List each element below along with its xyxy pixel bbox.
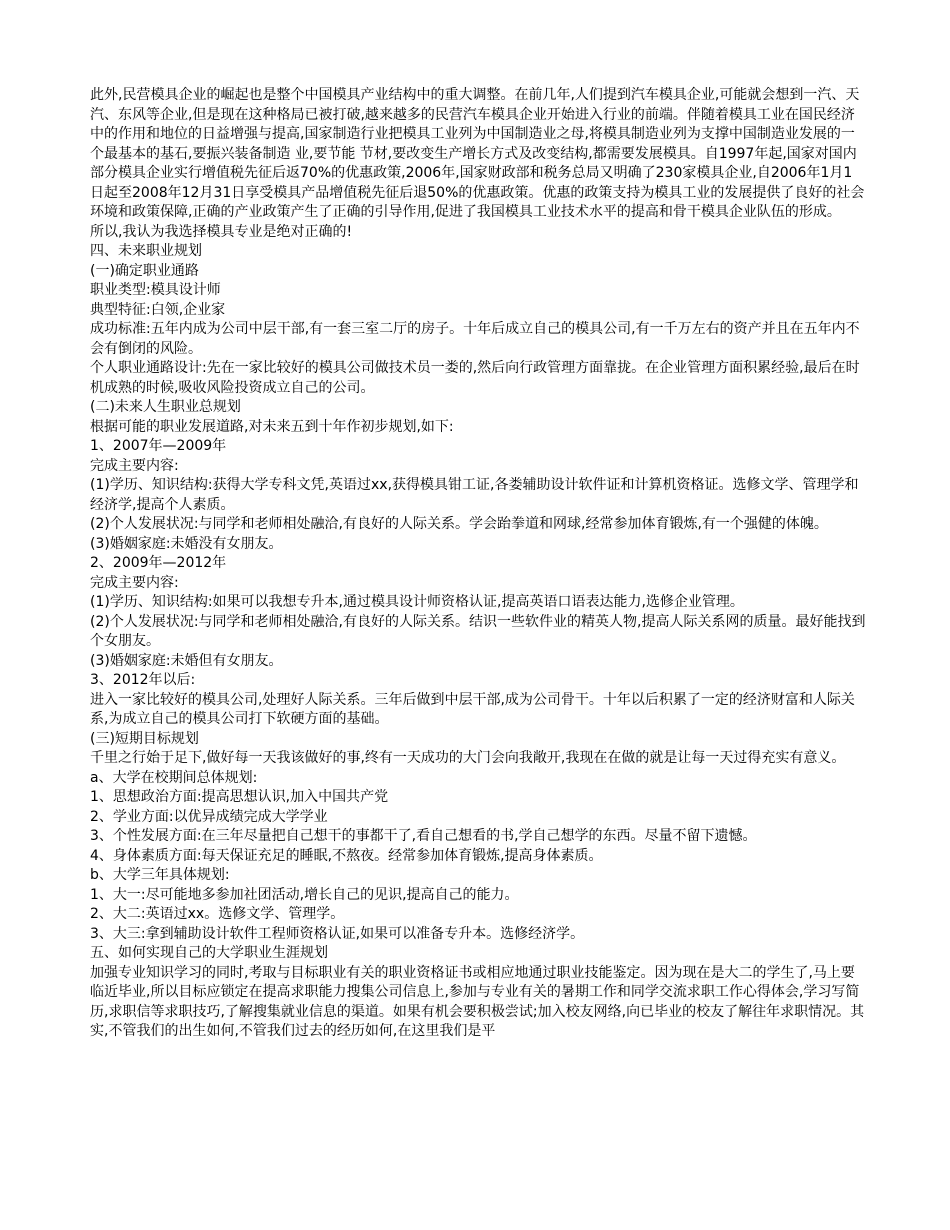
- period-heading-2009-2012: 2、2009年—2012年: [90, 555, 227, 571]
- period-heading-after-2012: 3、2012年以后:: [90, 672, 196, 688]
- list-item-year-three: 3、大三:拿到辅助设计软件工程师资格认证,如果可以准备专升本。选修经济学。: [90, 925, 585, 942]
- paragraph-main-content-label: 完成主要内容:: [90, 457, 179, 474]
- list-item-development-2009: (2)个人发展状况:与同学和老师相处融洽,有良好的人际关系。结识一些软件业的精英人物,提高人际关系网的质量。最好能找到个女朋友。: [90, 613, 866, 649]
- paragraph-career-type: 职业类型:模具设计师: [90, 282, 221, 298]
- subsection-heading-short-term: (三)短期目标规划: [90, 730, 199, 747]
- paragraph-private-mold-enterprises: 此外,民营模具企业的崛起也是整个中国模具产业结构中的重大调整。在前几年,人们提到汽车模具企业,可能就会想到一汽、天汽、东风等企业,但是现在这种格局已被打破,越来越多的民营汽车模具企业开始进入行业的前端。伴随着模具工业在国民经济中的作用和地位的日益增强与提高,国家制造行业把模具工业列为中国制造业之母,将模具制造业列为支撑中国制造业发展的一个最基本的基石,要振兴装备制造 业,要节能 节材,要改变生产增长方式及改变结构,都需要发展模具。自1997年起,国家对国内部分模具企业实行增值税先征后返70%的优惠政策,2006年,国家财政部和税务总局又明确了230家模具企业,自2006年1月1日起至2008年12月31日享受模具产品增值税先征后退50%的优惠政策。优惠的政策支持为模具工业的发展提供了良好的社会环境和政策保障,正确的产业政策产生了正确的引导作用,促进了我国模具工业技术水平的提高和骨干模具企业队伍的形成。: [90, 87, 865, 220]
- list-item-family-2007: (3)婚姻家庭:未婚没有女朋友。: [90, 535, 283, 552]
- list-heading-college-overall: a、大学在校期间总体规划:: [90, 769, 258, 786]
- section-heading-realization: 五、如何实现自己的大学职业生涯规划: [90, 945, 328, 961]
- list-heading-three-years: b、大学三年具体规划:: [90, 867, 230, 883]
- paragraph-realization: 加强专业知识学习的同时,考取与目标职业有关的职业资格证书或相应地通过职业技能鉴定。因为现在是大二的学生了,马上要临近毕业,所以目标应锁定在提高求职能力搜集公司信息上,参加与专业有关的暑期工作和同学交流求职工作心得体会,学习写简历,求职信等求职技巧,了解搜集就业信息的渠道。如果有机会要积极尝试;加入校友网络,向已毕业的校友了解往年求职情况。其实,不管我们的出生如何,不管我们过去的经历如何,在这里我们是平: [90, 964, 865, 1039]
- paragraph-typical-features: 典型特征:白领,企业家: [90, 301, 226, 318]
- period-heading-2007-2009: 1、2007年—2009年: [90, 438, 227, 454]
- paragraph-personal-path-design: 个人职业通路设计:先在一家比较好的模具公司做技术员一娄的,然后向行政管理方面靠拢。在企业管理方面积累经验,最后在时机成熟的时候,吸收风险投资成立自己的公司。: [90, 360, 860, 396]
- list-item-family-2009: (3)婚姻家庭:未婚但有女朋友。: [90, 652, 283, 669]
- section-heading-career-plan: 四、未来职业规划: [90, 243, 202, 259]
- subsection-heading-overall-plan: (二)未来人生职业总规划: [90, 399, 241, 415]
- list-item-development-2007: (2)个人发展状况:与同学和老师相处融洽,有良好的人际关系。学会跆拳道和网球,经常参加体育锻炼,有一个强健的体魄。: [90, 516, 828, 532]
- list-item-physical: 4、身体素质方面:每天保证充足的睡眠,不熬夜。经常参加体育锻炼,提高身体素质。: [90, 847, 603, 864]
- paragraph-main-content-label: 完成主要内容:: [90, 574, 179, 591]
- paragraph-short-term-intro: 千里之行始于足下,做好每一天我该做好的事,终有一天成功的大门会向我敞开,我现在在做的就是让每一天过得充实有意义。: [90, 750, 846, 766]
- list-item-personality: 3、个性发展方面:在三年尽量把自己想干的事都干了,看自己想看的书,学自己想学的东西。尽量不留下遗憾。: [90, 828, 757, 844]
- list-item-political: 1、思想政治方面:提高思想认识,加入中国共产党: [90, 789, 389, 805]
- paragraph-conclusion-major-choice: 所以,我认为我选择模具专业是绝对正确的!: [90, 223, 353, 240]
- paragraph-plan-intro: 根据可能的职业发展道路,对未来五到十年作初步规划,如下:: [90, 418, 454, 435]
- list-item-education-2007: (1)学历、知识结构:获得大学专科文凭,英语过xx,获得模具钳工证,各娄辅助设计软件证和计算机资格证。选修文学、管理学和经济学,提高个人素质。: [90, 477, 859, 513]
- list-item-year-two: 2、大二:英语过xx。选修文学、管理学。: [90, 906, 345, 922]
- list-item-academic: 2、学业方面:以优异成绩完成大学学业: [90, 808, 328, 825]
- list-item-education-2009: (1)学历、知识结构:如果可以我想专升本,通过模具设计师资格认证,提高英语口语表达能力,选修企业管理。: [90, 594, 744, 610]
- paragraph-after-2012: 进入一家比较好的模具公司,处理好人际关系。三年后做到中层干部,成为公司骨干。十年以后积累了一定的经济财富和人际关系,为成立自己的模具公司打下软硬方面的基础。: [90, 691, 855, 727]
- subsection-heading-career-path: (一)确定职业通路: [90, 262, 199, 279]
- paragraph-success-criteria: 成功标准:五年内成为公司中层干部,有一套三室二厅的房子。十年后成立自己的模具公司,有一千万左右的资产并且在五年内不会有倒闭的风险。: [90, 321, 860, 357]
- list-item-year-one: 1、大一:尽可能地多参加社团活动,增长自己的见识,提高自己的能力。: [90, 886, 519, 903]
